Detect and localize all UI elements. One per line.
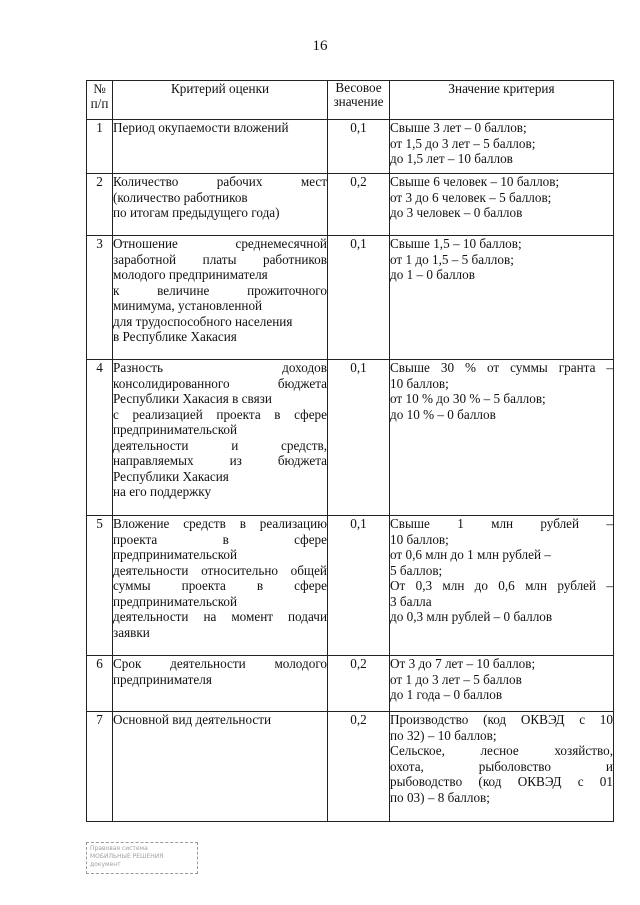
table-header-row xyxy=(87,81,614,120)
criterion-value-text: От 0,3 млн до 0,6 млн рублей – xyxy=(390,578,613,593)
criterion-text: заработной платы работников xyxy=(113,251,327,267)
criterion-cell xyxy=(113,236,328,360)
criterion-text: заявки xyxy=(113,624,150,640)
weight-value: 0,1 xyxy=(328,516,390,656)
criterion-text: (количество работников xyxy=(113,189,248,205)
criterion-text: Срок деятельности молодого xyxy=(113,656,327,671)
criterion-text: по итогам предыдущего года) xyxy=(113,205,280,220)
criterion-text: с реализацией проекта в сфере xyxy=(113,406,327,422)
criterion-cell xyxy=(113,712,328,822)
criterion-text: предпринимателя xyxy=(113,671,212,687)
criterion-value-text: Свыше 30 % от суммы гранта – xyxy=(390,360,613,375)
table-row xyxy=(87,120,614,174)
criterion-text: на его поддержку xyxy=(113,484,212,499)
criterion-text: Республики Хакасия xyxy=(113,468,229,484)
criterion-value-text: от 1,5 до 3 лет – 5 баллов; xyxy=(390,135,536,151)
criterion-text: предпринимательской xyxy=(113,422,238,437)
table-row xyxy=(87,712,614,822)
criterion-text: Разность доходов xyxy=(113,360,327,375)
criterion-text: в Республике Хакасия xyxy=(113,329,237,344)
criterion-cell xyxy=(113,120,328,174)
header-criterion: Критерий оценки xyxy=(113,81,328,120)
criterion-value-cell xyxy=(390,712,614,822)
criterion-value-text: 3 балла xyxy=(390,593,432,609)
criterion-text: консолидированного бюджета xyxy=(113,375,327,391)
table-body xyxy=(87,120,614,822)
criterion-text: Основной вид деятельности xyxy=(113,712,272,727)
criterion-value-text: до 3 человек – 0 баллов xyxy=(390,205,523,220)
row-number: 1 xyxy=(87,120,113,174)
criterion-value-text: от 10 % до 30 % – 5 баллов; xyxy=(390,391,546,406)
criterion-text: Вложение средств в реализацию xyxy=(113,516,327,531)
row-number: 6 xyxy=(87,656,113,712)
criterion-text: суммы проекта в сфере xyxy=(113,578,327,593)
criterion-value-text: до 10 % – 0 баллов xyxy=(390,406,496,422)
table-row xyxy=(87,360,614,516)
criterion-value-cell xyxy=(390,174,614,236)
criterion-cell xyxy=(113,656,328,712)
criterion-text: молодого предпринимателя xyxy=(113,267,268,282)
header-number-line-2: п/п xyxy=(90,96,109,111)
criterion-value-text: Свыше 3 лет – 0 баллов; xyxy=(390,120,527,135)
criterion-text: Количество рабочих мест xyxy=(113,174,327,189)
criterion-text: Республики Хакасия в связи xyxy=(113,391,272,406)
page-number: 16 xyxy=(312,38,328,54)
table-row xyxy=(87,656,614,712)
criterion-value-text: по 32) – 10 баллов; xyxy=(390,727,497,743)
header-weight-line-1: Весовое xyxy=(335,80,382,95)
criterion-text: для трудоспособного населения xyxy=(113,313,293,329)
row-number: 5 xyxy=(87,516,113,656)
criterion-value-cell xyxy=(390,516,614,656)
criterion-value-text: 10 баллов; xyxy=(390,531,449,547)
criterion-value-cell xyxy=(390,360,614,516)
criterion-value-text: от 1 до 1,5 – 5 баллов; xyxy=(390,251,514,267)
criterion-value-text: до 1 – 0 баллов xyxy=(390,267,475,282)
weight-value: 0,1 xyxy=(328,360,390,516)
criterion-cell xyxy=(113,174,328,236)
criterion-value-text: от 3 до 6 человек – 5 баллов; xyxy=(390,189,552,205)
header-number-line-1: № xyxy=(93,81,106,96)
criterion-value-text: Свыше 1,5 – 10 баллов; xyxy=(390,236,522,251)
criterion-value-text: Сельское, лесное хозяйство, xyxy=(390,743,613,758)
row-number: 4 xyxy=(87,360,113,516)
header-value: Значение критерия xyxy=(390,81,614,120)
stamp-line: документ xyxy=(90,861,121,868)
criterion-text: деятельности на момент подачи xyxy=(113,609,327,624)
criteria-table xyxy=(86,80,614,822)
header-weight xyxy=(328,81,390,120)
criterion-text: к величине прожиточного xyxy=(113,282,327,298)
row-number: 7 xyxy=(87,712,113,822)
criterion-value-cell xyxy=(390,120,614,174)
criterion-value-text: от 0,6 млн до 1 млн рублей – xyxy=(390,547,551,562)
criterion-value-text: до 0,3 млн рублей – 0 баллов xyxy=(390,609,553,624)
criterion-value-cell xyxy=(390,236,614,360)
stamp-line: МОБИЛЬНЫЕ РЕШЕНИЯ xyxy=(90,853,164,860)
criterion-value-text: 5 баллов; xyxy=(390,562,443,578)
criterion-text: Период окупаемости вложений xyxy=(113,120,289,135)
criterion-text: предпринимательской xyxy=(113,547,238,562)
criterion-value-cell xyxy=(390,656,614,712)
weight-value: 0,2 xyxy=(328,656,390,712)
criterion-value-text: рыбоводство (код ОКВЭД с 01 xyxy=(390,774,613,789)
table-row xyxy=(87,174,614,236)
criterion-text: направляемых из бюджета xyxy=(113,453,327,468)
criterion-value-text: охота, рыболовство и xyxy=(390,758,613,774)
criterion-value-text: Свыше 1 млн рублей – xyxy=(390,516,613,531)
criterion-value-text: Производство (код ОКВЭД с 10 xyxy=(390,712,613,727)
weight-value: 0,2 xyxy=(328,712,390,822)
row-number: 3 xyxy=(87,236,113,360)
criterion-text: проекта в сфере xyxy=(113,531,327,547)
criterion-value-text: от 1 до 3 лет – 5 баллов xyxy=(390,671,522,687)
criterion-text: деятельности относительно общей xyxy=(113,562,327,578)
criterion-cell xyxy=(113,360,328,516)
criterion-text: минимума, установленной xyxy=(113,298,263,313)
weight-value: 0,2 xyxy=(328,174,390,236)
criterion-cell xyxy=(113,516,328,656)
criterion-text: предпринимательской xyxy=(113,593,238,609)
criterion-text: деятельности и средств, xyxy=(113,437,327,453)
header-number xyxy=(87,81,113,120)
criterion-value-text: 10 баллов; xyxy=(390,375,449,391)
weight-value: 0,1 xyxy=(328,236,390,360)
document-stamp xyxy=(86,842,198,874)
criterion-value-text: до 1 года – 0 баллов xyxy=(390,687,503,702)
criterion-value-text: по 03) – 8 баллов; xyxy=(390,789,490,805)
table-row xyxy=(87,236,614,360)
table-row xyxy=(87,516,614,656)
criterion-value-text: От 3 до 7 лет – 10 баллов; xyxy=(390,656,536,671)
row-number: 2 xyxy=(87,174,113,236)
stamp-line: Правовая система xyxy=(90,845,148,852)
criterion-value-text: до 1,5 лет – 10 баллов xyxy=(390,151,513,166)
weight-value: 0,1 xyxy=(328,120,390,174)
criterion-value-text: Свыше 6 человек – 10 баллов; xyxy=(390,174,560,189)
header-weight-line-2: значение xyxy=(333,94,384,109)
criterion-text: Отношение среднемесячной xyxy=(113,236,327,251)
